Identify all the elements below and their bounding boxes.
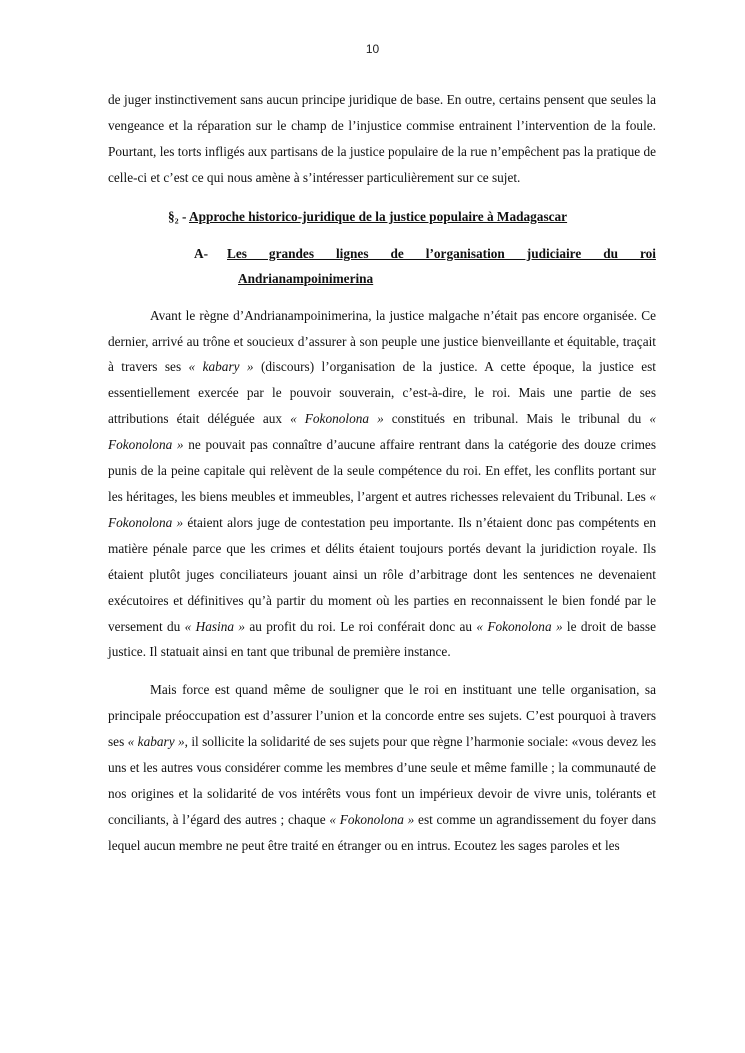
section-heading bbox=[108, 205, 656, 229]
page-number: 10 bbox=[365, 42, 380, 56]
term-hasina: « Hasina » bbox=[184, 618, 246, 634]
text-run: (discours) l’organisation de la justice. A cette époque, la justice est essentiellement exercée par le pouvoir souverain, c’est-à-dire, le roi. Mais une partie de ses attributions était déléguée aux bbox=[108, 359, 656, 427]
document-body bbox=[108, 87, 656, 859]
term-kabary: « kabary » bbox=[188, 359, 254, 375]
term-fokonolona: « Fokonolona » bbox=[329, 811, 415, 827]
term-fokonolona: « Fokonolona » bbox=[108, 488, 656, 530]
paragraph-continuation: de juger instinctivement sans aucun principe juridique de base. En outre, certains pensent que seules la vengeance et la réparation sur le champ de l’injustice commise entrainent l’intervention de la foule. Pourtant, les torts infligés aux partisans de la justice populaire de la rue n’empêchent pas la pratique de celle-ci et c’est ce qui nous amène à s’intéresser particulièrement sur ce sujet. bbox=[108, 92, 656, 185]
sub-heading-title-line-1: Les grandes lignes de l’organisation judiciaire du roi bbox=[227, 245, 656, 261]
section-symbol: §₂ - bbox=[168, 208, 189, 224]
paragraph-organisation bbox=[108, 303, 656, 666]
text-run: étaient alors juge de contestation peu importante. Ils n’étaient donc pas compétents en matière pénale parce que les crimes et délits étaient toujours portés devant la juridiction royale. Ils étaient plutôt juges conciliateurs jouant ainsi un rôle d’arbitrage dont les sentences ne devenaient exécutoires et définitives qu’à partir du moment où les parties en reconnaissent le bien fondé par le versement du bbox=[108, 514, 656, 634]
text-run: Avant le règne d’Andrianampoinimerina, la justice malgache n’était pas encore organisée. Ce dernier, arrivé au trône et soucieux d’assurer à son peuple une justice bienveillante et équitable, traçait à travers ses bbox=[108, 307, 656, 375]
term-fokonolona: « Fokonolona » bbox=[476, 618, 563, 634]
paragraph-union bbox=[108, 677, 656, 858]
sub-heading-letter: A- bbox=[194, 245, 209, 261]
term-kabary: « kabary » bbox=[127, 734, 185, 750]
text-run: , il sollicite la solidarité de ses sujets pour que règne l’harmonie sociale: «vous devez les uns et les autres vous considérer comme les membres d’une seule et même famille ; la communauté de nos origines et la solidarité de vos intérêts vous font un impérieux devoir de vivre unis, tolérants et conciliants, à l’égard des autres ; chaque bbox=[108, 734, 656, 827]
text-run: Mais force est quand même de souligner que le roi en instituant une telle organisation, sa principale préoccupation est d’assurer l’union et la concorde entre ses sujets. C’est pourquoi à travers ses bbox=[108, 682, 656, 750]
text-run: au profit du roi. Le roi conférait donc au bbox=[245, 618, 477, 634]
section-title: Approche historico-juridique de la justice populaire à Madagascar bbox=[188, 208, 568, 224]
term-fokonolona: « Fokonolona » bbox=[108, 411, 657, 453]
text-run: ne pouvait pas connaître d’aucune affaire rentrant dans la catégorie des douze crimes punis de la peine capitale qui relèvent de la seule compétence du roi. En effet, les conflits portant sur les héritages, les biens meubles et immeubles, l’argent et autres richesses relevaient du Tribunal. Les bbox=[108, 437, 656, 504]
sub-heading-title bbox=[227, 241, 656, 291]
sub-heading bbox=[108, 241, 656, 291]
text-run: est comme un agrandissement du foyer dans lequel aucun membre ne peut être traité en étranger ou en intrus. Ecoutez les sages paroles et les bbox=[108, 811, 656, 853]
text-run: constitués en tribunal. Mais le tribunal du bbox=[383, 411, 650, 427]
text-run: le droit de basse justice. Il statuait ainsi en tant que tribunal de première instance. bbox=[108, 618, 657, 660]
sub-heading-title-line-2: Andrianampoinimerina bbox=[238, 270, 374, 286]
term-fokonolona: « Fokonolona » bbox=[290, 411, 384, 427]
